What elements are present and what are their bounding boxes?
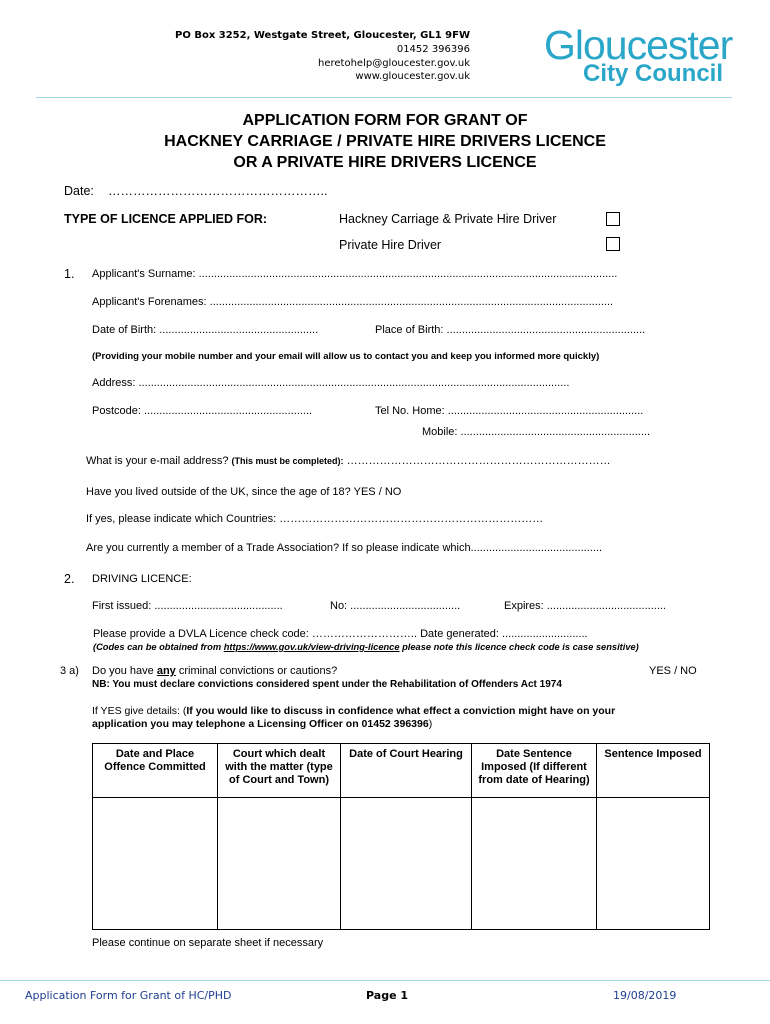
header-sentence-imposed: Sentence Imposed [597, 744, 710, 798]
details-line2 [92, 718, 432, 730]
section-1-number: 1. [64, 267, 75, 281]
form-title-line1: APPLICATION FORM FOR GRANT OF [242, 112, 528, 129]
date-field[interactable]: …………………………………………….. [108, 184, 328, 198]
countries-field[interactable]: If yes, please indicate which Countries: ……………………………………………………………… [86, 513, 544, 525]
phone: 01452 396396 [396, 44, 470, 55]
dvla-link[interactable]: https://www.gov.uk/view-driving-licence [223, 642, 400, 652]
council-logo-subtext: City Council [583, 60, 724, 87]
convictions-question-post: criminal convictions or cautions? [175, 665, 338, 677]
date-label: Date: [64, 184, 94, 198]
continue-note: Please continue on separate sheet if necessary [92, 937, 324, 949]
postcode-field[interactable]: Postcode: ....................................................... [92, 405, 313, 417]
header-court-hearing: Date of Court Hearing [341, 744, 472, 798]
section-3a-number: 3 a) [60, 665, 79, 677]
details-pre: If YES give details: ( [92, 705, 187, 717]
licence-option-private-hire: Private Hire Driver [339, 238, 442, 252]
cell-court-hearing[interactable] [341, 798, 472, 930]
codes-note [93, 642, 639, 652]
first-issued-field[interactable]: First issued: .......................................... [92, 600, 283, 612]
convictions-yes-no[interactable]: YES / NO [649, 665, 697, 677]
header-date-sentence: Date Sentence Imposed (If different from date of Hearing) [472, 744, 597, 798]
email-address: heretohelp@gloucester.gov.uk [318, 58, 470, 69]
lived-outside-question: Have you lived outside of the UK, since the age of 18? YES / NO [86, 486, 402, 498]
licence-option-hackney: Hackney Carriage & Private Hire Driver [339, 212, 557, 226]
expires-field[interactable]: Expires: ....................................... [504, 600, 666, 612]
section-2-number: 2. [64, 572, 75, 586]
table-row [93, 798, 710, 930]
trade-association-field[interactable]: Are you currently a member of a Trade Association? If so please indicate which........................................... [86, 542, 603, 554]
codes-note-pre: (Codes can be obtained from [93, 642, 224, 652]
details-line1 [92, 705, 615, 717]
driving-licence-heading: DRIVING LICENCE: [92, 573, 192, 585]
table-header-row [93, 744, 710, 798]
checkbox-hackney[interactable] [606, 212, 620, 226]
codes-note-post: please note this licence check code is case sensitive) [399, 642, 639, 652]
forenames-field[interactable]: Applicant's Forenames: .................................................................................................................................... [92, 296, 614, 308]
cell-sentence-imposed[interactable] [597, 798, 710, 930]
dvla-check-code-field[interactable]: Please provide a DVLA Licence check code: ……………………….. Date generated: ............................ [93, 628, 588, 640]
email-question-text: What is your e-mail address? [86, 455, 229, 467]
contact-note: (Providing your mobile number and your email will allow us to contact you and keep you informed more quickly) [92, 351, 600, 362]
email-question [86, 455, 611, 467]
tel-home-field[interactable]: Tel No. Home: ................................................................ [375, 405, 644, 417]
convictions-question [92, 665, 337, 677]
convictions-question-any: any [156, 665, 176, 677]
convictions-table [92, 743, 710, 930]
details-post: ) [428, 718, 433, 730]
header-divider [36, 97, 732, 98]
rehabilitation-note: NB: You must declare convictions considered spent under the Rehabilitation of Offenders Act 1974 [92, 679, 562, 690]
header-court: Court which dealt with the matter (type of Court and Town) [218, 744, 341, 798]
footer-divider [0, 980, 770, 981]
council-logo-text: Gloucester [544, 22, 733, 68]
website: www.gloucester.gov.uk [355, 71, 470, 82]
email-field[interactable]: ……………………………………………………………… [346, 455, 611, 467]
surname-field[interactable]: Applicant's Surname: ......................................................................................................................................... [92, 268, 618, 280]
footer-page-number: Page 1 [366, 989, 409, 1002]
email-required-note: (This must be completed): [231, 456, 344, 466]
form-title-line3: OR A PRIVATE HIRE DRIVERS LICENCE [233, 154, 537, 171]
cell-date-place[interactable] [93, 798, 218, 930]
pob-field[interactable]: Place of Birth: ................................................................. [375, 324, 646, 336]
details-bold1: If you would like to discuss in confidence what effect a conviction might have on your [186, 705, 616, 717]
licence-no-field[interactable]: No: .................................... [330, 600, 461, 612]
footer-date: 19/08/2019 [613, 989, 677, 1002]
mobile-field[interactable]: Mobile: .............................................................. [422, 426, 650, 438]
form-title-line2: HACKNEY CARRIAGE / PRIVATE HIRE DRIVERS LICENCE [164, 133, 606, 150]
licence-type-label: TYPE OF LICENCE APPLIED FOR: [64, 212, 268, 226]
address-field[interactable]: Address: ............................................................................................................................................. [92, 377, 570, 389]
address-line: PO Box 3252, Westgate Street, Gloucester, GL1 9FW [175, 30, 470, 41]
cell-court[interactable] [218, 798, 341, 930]
convictions-question-pre: Do you have [92, 665, 157, 677]
checkbox-private-hire[interactable] [606, 237, 620, 251]
header-date-place: Date and Place Offence Committed [93, 744, 218, 798]
footer-form-name: Application Form for Grant of HC/PHD [25, 989, 232, 1002]
details-bold2: application you may telephone a Licensing Officer on 01452 396396 [92, 718, 429, 730]
dob-field[interactable]: Date of Birth: .................................................... [92, 324, 319, 336]
cell-date-sentence[interactable] [472, 798, 597, 930]
